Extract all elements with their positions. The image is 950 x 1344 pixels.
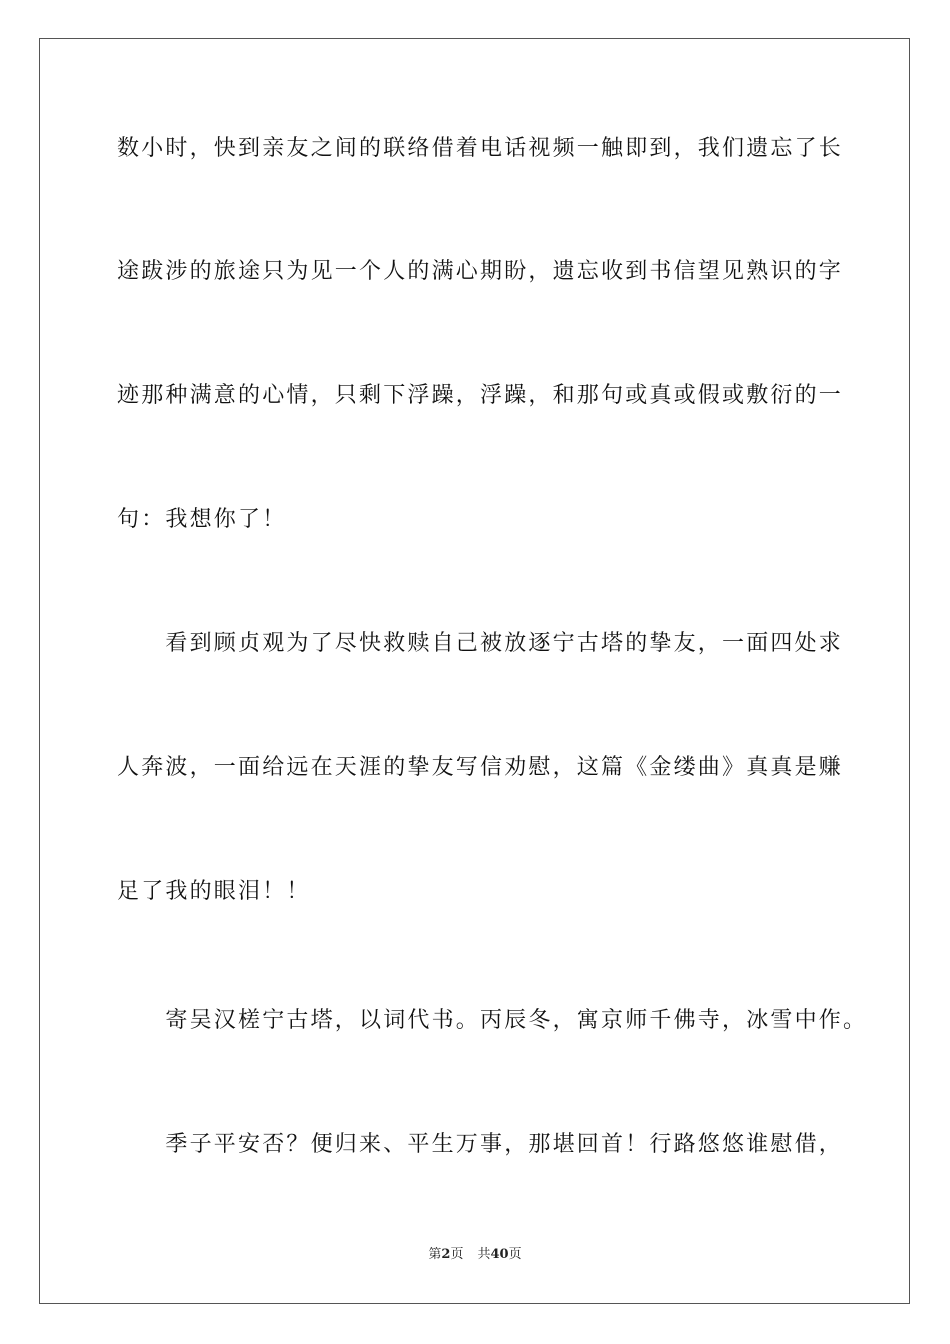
page-border [39,38,910,1304]
body-line-2: 途跋涉的旅途只为见一个人的满心期盼，遗忘收到书信望见熟识的字 [117,259,844,284]
page-number: 2 [441,1247,451,1262]
total-prefix: 共 [477,1247,491,1262]
body-line-9: 季子平安否？便归来、平生万事，那堪回首！行路悠悠谁慰借， [117,1132,844,1157]
page-prefix: 第 [428,1247,442,1262]
total-pages: 40 [490,1247,509,1262]
body-line-4: 句：我想你了！ [117,507,287,532]
body-line-3: 迹那种满意的心情，只剩下浮躁，浮躁，和那句或真或假或敷衍的一 [117,383,844,408]
body-line-5: 看到顾贞观为了尽快救赎自己被放逐宁古塔的挚友，一面四处求 [117,631,844,656]
page-footer [0,1246,950,1264]
total-suffix: 页 [508,1247,522,1262]
body-line-8: 寄吴汉槎宁古塔，以词代书。丙辰冬，寓京师千佛寺，冰雪中作。 [117,1008,868,1033]
body-line-7: 足了我的眼泪！！ [117,879,311,904]
body-line-6: 人奔波，一面给远在天涯的挚友写信劝慰，这篇《金缕曲》真真是赚 [117,755,844,780]
page-suffix: 页 [450,1247,464,1262]
body-line-1: 数小时，快到亲友之间的联络借着电话视频一触即到，我们遗忘了长 [117,136,844,161]
